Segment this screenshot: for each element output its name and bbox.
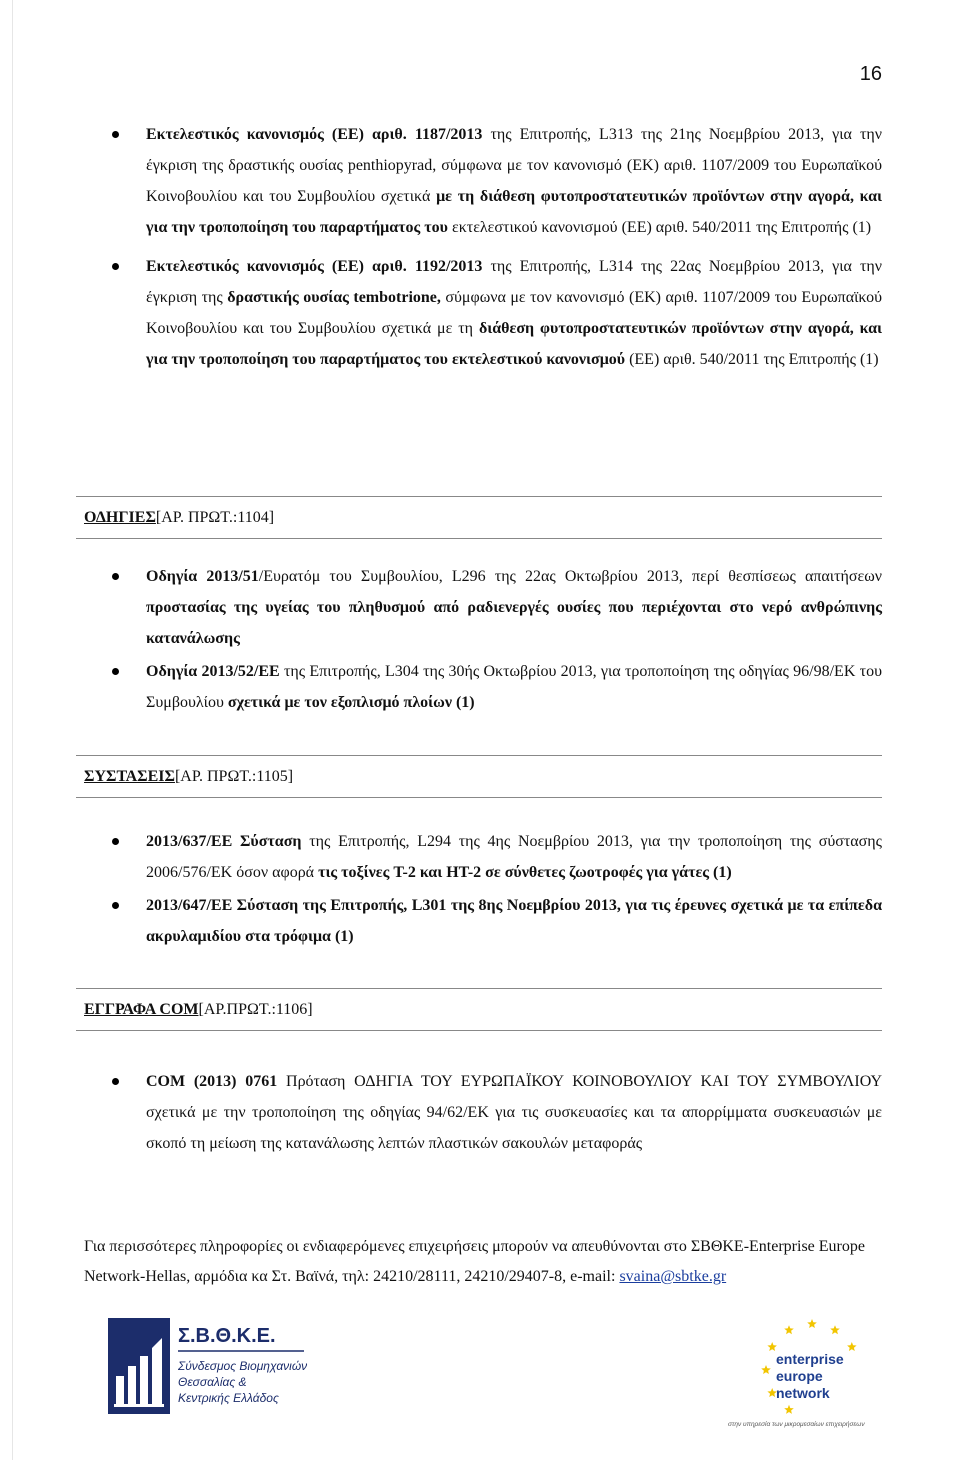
logo-name: Σ.Β.Θ.Κ.Ε. (178, 1325, 276, 1347)
list-item (146, 656, 882, 718)
star-icon (807, 1319, 817, 1328)
list-item (146, 890, 882, 952)
section-title: ΟΔΗΓΙΕΣ (84, 508, 156, 526)
item-bold-head: Οδηγία 2013/51 (146, 568, 259, 585)
item-text: της Επιτροπής, L294 της 4ης Νοεμβρίου 2013, για την τροποποίηση της σύστασης 2006/576/ΕΚ όσον αφορά (146, 833, 883, 881)
star-icon (761, 1365, 771, 1374)
logo-line1: Σύνδεσμος Βιομηχανιών (178, 1359, 308, 1373)
item-bold-tail: προστασίας της υγείας του πληθυσμού από ραδιενεργές ουσίες που περιέχονται στο νερό ανθρώπινης κατανάλωσης (146, 599, 882, 647)
item-bold-head: Εκτελεστικός κανονισμός (ΕΕ) αριθ. 1192/2013 (146, 258, 483, 275)
een-line3: network (776, 1385, 830, 1401)
item-bold-tail: τις τοξίνες T-2 και HT-2 σε σύνθετες ζωοτροφές για γάτες (1) (318, 864, 732, 881)
item-bold-text: δραστικής ουσίας tembotrione, (227, 289, 441, 306)
regulations-list (146, 119, 882, 375)
item-text-tail: εκτελεστικού κανονισμού (ΕΕ) αριθ. 540/2011 της Επιτροπής (1) (447, 219, 872, 236)
star-icon (830, 1325, 840, 1334)
email-link[interactable]: svaina@sbtke.gr (619, 1268, 727, 1285)
section-header-systaseis (76, 755, 882, 798)
een-line2: europe (776, 1368, 823, 1384)
sbthke-logo-graphic (108, 1318, 308, 1418)
item-text: της Επιτροπής, L304 της 30ής Οκτωβρίου 2013, για τροποποίηση της οδηγίας 96/98/ΕΚ του Συμβουλίου (146, 663, 882, 711)
item-bold-head: Εκτελεστικός κανονισμός (ΕΕ) αριθ. 1187/2013 (146, 126, 483, 143)
een-line1: enterprise (776, 1351, 844, 1367)
section-header-com (76, 988, 882, 1031)
list-item (146, 1066, 882, 1159)
section-title: ΣΥΣΤΑΣΕΙΣ (84, 767, 175, 785)
section-ref: [ΑΡ.ΠΡΩΤ.:1106] (198, 1000, 313, 1018)
page-number: 16 (859, 63, 882, 85)
item-text: της Επιτροπής, L313 της 21ης Νοεμβρίου 2013, για την έγκριση της δραστικής ουσίας penthiopyrad, σύμφωνα με τον κανονισμό (ΕΚ) αριθ. 1107/2009 του Ευρωπαϊκού Κοινοβουλίου και του Συμβουλίου σχετικά (146, 126, 883, 205)
star-icon (784, 1325, 794, 1334)
item-bold-text: με τη διάθεση φυτοπροστατευτικών προϊόντων στην αγορά, και για την τροποποίηση του παραρτήματος του (146, 188, 882, 236)
section-ref: [ΑΡ. ΠΡΩΤ.:1105] (174, 767, 294, 785)
item-bold-tail: σχετικά με τον εξοπλισμό πλοίων (1) (227, 694, 475, 711)
sbthke-logo (108, 1318, 308, 1418)
logo-line3: Κεντρικής Ελλάδος (178, 1391, 279, 1405)
section-ref: [ΑΡ. ΠΡΩΤ.:1104] (155, 508, 275, 526)
item-bold-tail: διάθεση φυτοπροστατευτικών προϊόντων στην αγορά, και για την τροποποίηση του παραρτήματος του εκτελεστικού κανονισμού (146, 320, 882, 368)
star-icon (767, 1342, 777, 1351)
list-item (146, 119, 882, 243)
item-text-end: (ΕΕ) αριθ. 540/2011 της Επιτροπής (1) (625, 351, 879, 368)
een-logo (722, 1318, 892, 1430)
star-icon (784, 1405, 794, 1414)
item-bold-head: 2013/637/ΕΕ Σύσταση (146, 833, 302, 850)
item-bold-head: COM (2013) 0761 (146, 1073, 278, 1090)
footer-text: Για περισσότερες πληροφορίες οι ενδιαφερόμενες επιχειρήσεις μπορούν να απευθύνονται στο ΣΒΘΚΕ-Enterprise Europe Network-Hellas, αρμόδια κα Στ. Βαϊνά, τηλ: 24210/28111, 24210/29407-8, e-mail: (84, 1238, 865, 1285)
footer-contact (84, 1232, 882, 1292)
recommendations-list (146, 826, 882, 952)
item-text-tail: σύμφωνα με τον κανονισμό (ΕΚ) αριθ. 1107/2009 του Ευρωπαϊκού Κοινοβουλίου και του Συμβουλίου σχετικά με τη (146, 289, 883, 337)
item-bold-head: 2013/647/ΕΕ Σύσταση της Επιτροπής, L301 της 8ης Νοεμβρίου 2013, για τις έρευνες σχετικά με τα επίπεδα ακρυλαμιδίου στα τρόφιμα (1) (146, 897, 882, 945)
list-item (146, 826, 882, 888)
section-header-odigies (76, 496, 882, 539)
logo-line2: Θεσσαλίας & (178, 1375, 247, 1389)
list-item (146, 251, 882, 375)
section-title: ΕΓΓΡΑΦΑ COM (84, 1000, 199, 1018)
directives-list (146, 561, 882, 718)
item-bold-head: Οδηγία 2013/52/ΕΕ (146, 663, 280, 680)
een-tagline: στην υπηρεσία των μικρομεσαίων επιχειρήσεων (728, 1421, 865, 1428)
een-logo-graphic (722, 1318, 892, 1430)
item-text: /Ευρατόμ του Συμβουλίου, L296 της 22ας Οκτωβρίου 2013, περί θεσπίσεως απαιτήσεων (258, 568, 882, 585)
star-icon (847, 1342, 857, 1351)
item-text: της Επιτροπής, L314 της 22ας Νοεμβρίου 2013, για την έγκριση της (146, 258, 883, 306)
com-docs-list (146, 1066, 882, 1159)
list-item (146, 561, 882, 654)
item-text: Πρόταση ΟΔΗΓΙΑ ΤΟΥ ΕΥΡΩΠΑΪΚΟΥ ΚΟΙΝΟΒΟΥΛΙΟΥ ΚΑΙ ΤΟΥ ΣΥΜΒΟΥΛΙΟΥ σχετικά με την τροποποίηση της οδηγίας 94/62/ΕΚ για τις συσκευασίες και τα απορρίμματα συσκευασιών με σκοπό τη μείωση της κατανάλωσης λεπτών πλαστικών σακουλών μεταφοράς (146, 1073, 882, 1152)
